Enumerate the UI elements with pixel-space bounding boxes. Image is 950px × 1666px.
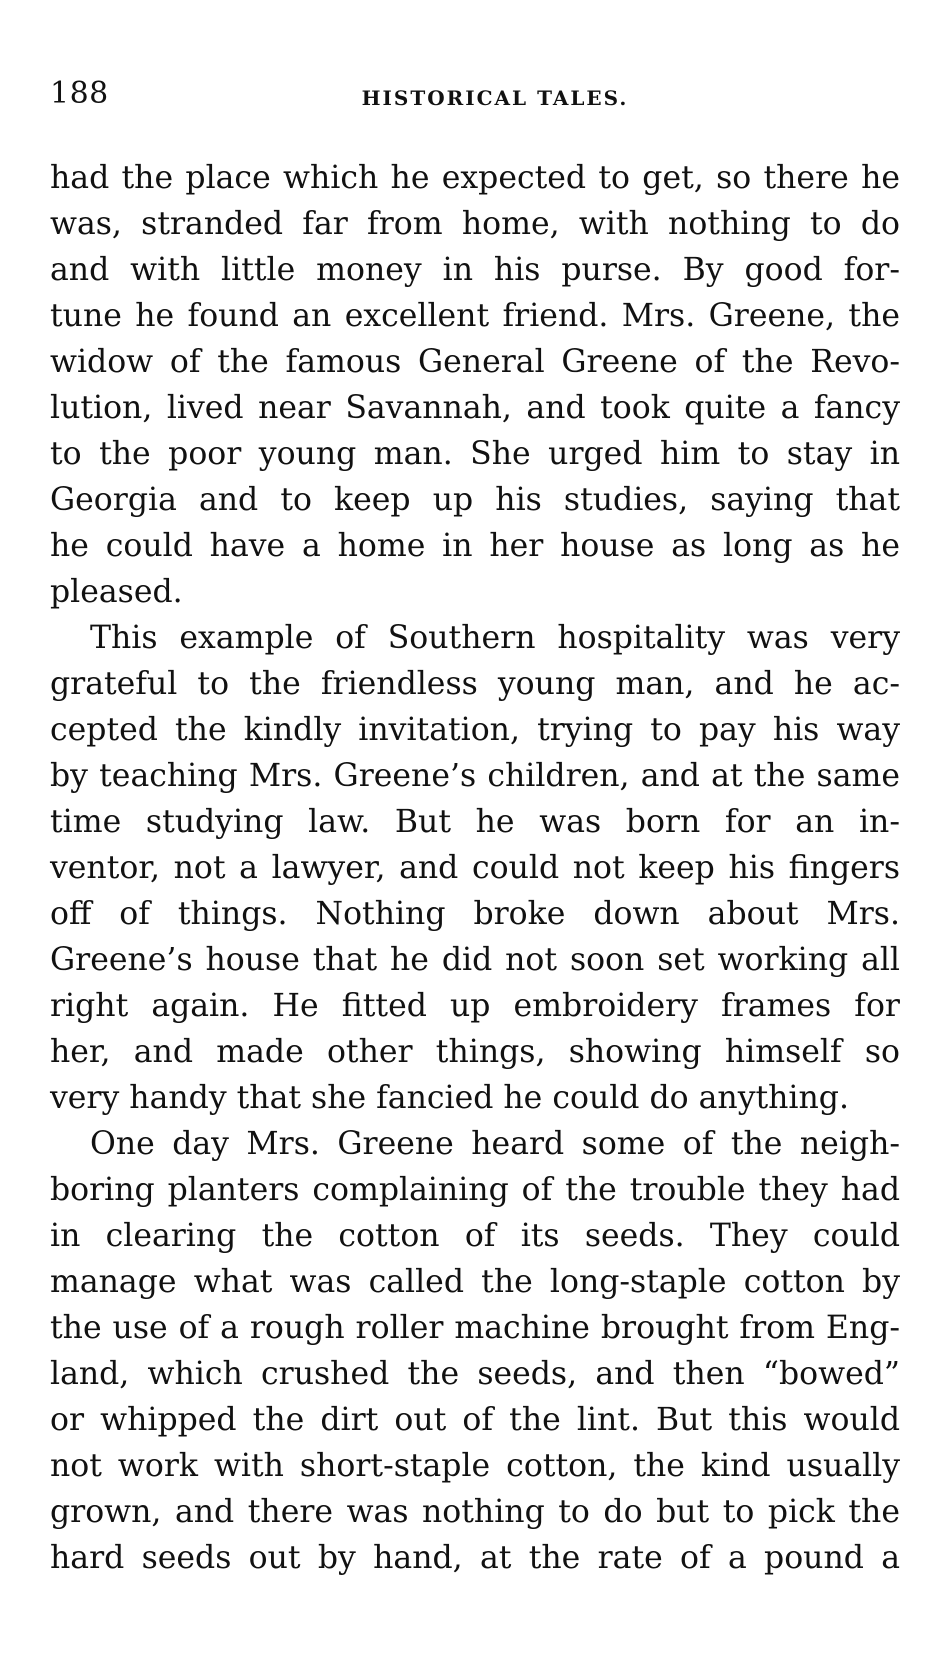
page-number: 188 [50, 76, 109, 111]
text-line: off of things. Nothing broke down about Mrs. [50, 896, 900, 932]
text-line: by teaching Mrs. Greene’s children, and at the same [50, 758, 900, 794]
text-line: tune he found an excellent friend. Mrs. Greene, the [50, 298, 900, 334]
page-header [50, 76, 900, 116]
text-line: or whipped the dirt out of the lint. But this would [50, 1402, 900, 1438]
text-line: the use of a rough roller machine brought from Eng- [50, 1310, 900, 1346]
text-line: Greene’s house that he did not soon set working all [50, 942, 900, 978]
text-line: had the place which he expected to get, so there he [50, 160, 900, 196]
text-line: and with little money in his purse. By good for- [50, 252, 900, 288]
text-line: ventor, not a lawyer, and could not keep his fingers [50, 850, 900, 886]
text-line: not work with short-staple cotton, the kind usually [50, 1448, 900, 1484]
text-line: her, and made other things, showing himself so [50, 1034, 900, 1070]
text-line: very handy that she fancied he could do anything. [50, 1080, 849, 1116]
text-line: he could have a home in her house as long as he [50, 528, 900, 564]
text-line: grown, and there was nothing to do but to pick the [50, 1494, 900, 1530]
text-line: manage what was called the long-staple cotton by [50, 1264, 900, 1300]
text-line: grateful to the friendless young man, and he ac- [50, 666, 900, 702]
text-line: widow of the famous General Greene of the Revo- [50, 344, 900, 380]
text-line: land, which crushed the seeds, and then “bowed” [50, 1356, 900, 1392]
text-line: cepted the kindly invitation, trying to pay his way [50, 712, 900, 748]
text-line: lution, lived near Savannah, and took quite a fancy [50, 390, 900, 426]
text-line: time studying law. But he was born for an in- [50, 804, 900, 840]
text-line: One day Mrs. Greene heard some of the neigh- [90, 1126, 900, 1162]
text-line: hard seeds out by hand, at the rate of a pound a [50, 1540, 900, 1576]
running-title: HISTORICAL TALES. [361, 86, 629, 110]
text-line: boring planters complaining of the trouble they had [50, 1172, 900, 1208]
body-text [50, 155, 900, 1581]
text-line: was, stranded far from home, with nothing to do [50, 206, 900, 242]
text-line: This example of Southern hospitality was very [90, 620, 900, 656]
text-line: right again. He fitted up embroidery frames for [50, 988, 900, 1024]
text-line: in clearing the cotton of its seeds. They could [50, 1218, 900, 1254]
text-line: Georgia and to keep up his studies, saying that [50, 482, 900, 518]
text-line: to the poor young man. She urged him to stay in [50, 436, 900, 472]
text-line: pleased. [50, 574, 183, 610]
